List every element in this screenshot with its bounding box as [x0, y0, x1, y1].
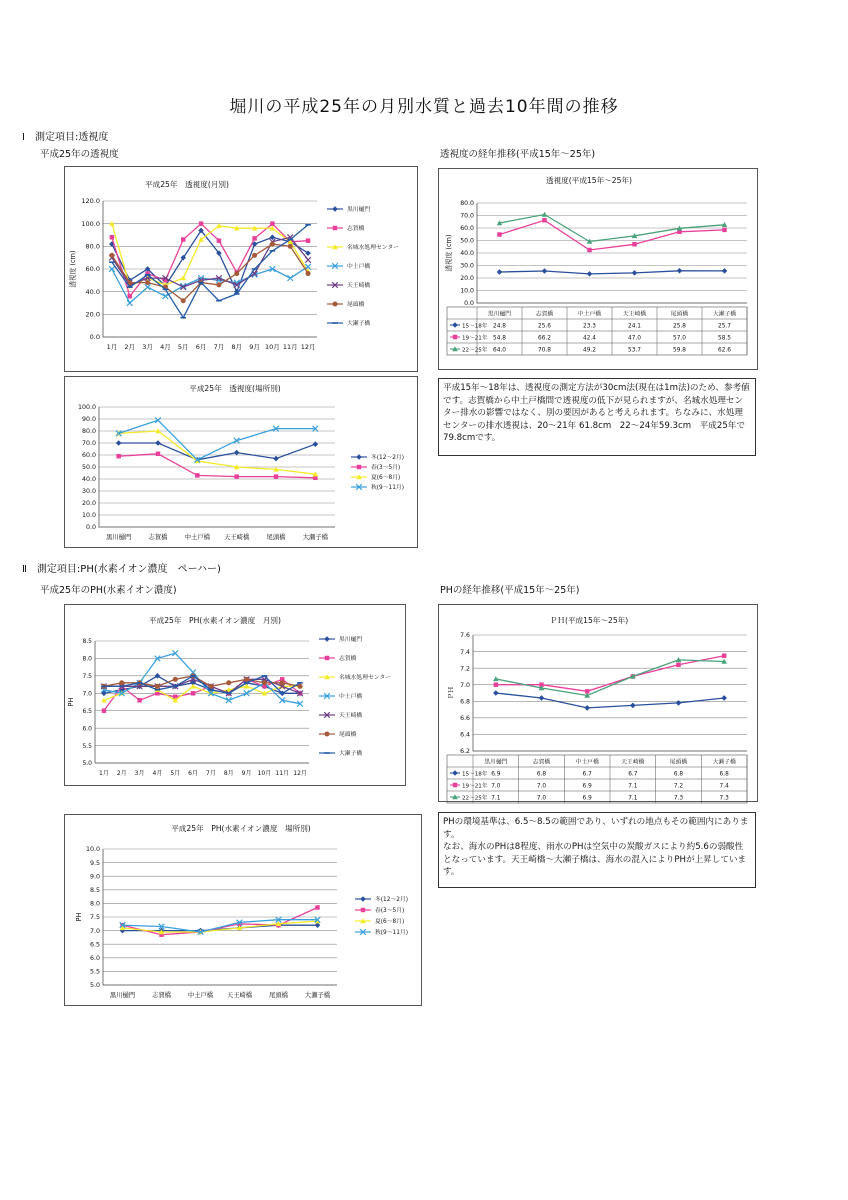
- t_month-legend-label: 大瀬子橋: [347, 321, 371, 328]
- p_year-point: [539, 695, 545, 701]
- p_year-ytick-label: 7.4: [460, 648, 470, 656]
- t_year-ytick-label: 50.0: [460, 237, 474, 245]
- t_month-point: [305, 257, 311, 263]
- p_month-legend-marker: [325, 656, 329, 660]
- t_year-table-value: 70.8: [538, 347, 551, 354]
- p_month-ytick-label: 7.5: [82, 673, 92, 681]
- p_place-xtick-label: 中土戸橋: [187, 992, 214, 999]
- p_month-legend-label: 黒川樋門: [339, 637, 363, 644]
- p_month-xtick-label: 5月: [170, 770, 181, 777]
- p_year-xtick-label: 尾頭橋: [669, 759, 688, 766]
- t_place-ytick-label: 50.0: [81, 464, 96, 472]
- p_year-table-value: 7.1: [628, 783, 638, 790]
- p_place-ytick-label: 5.0: [89, 982, 100, 990]
- t_year-point: [542, 218, 546, 222]
- p_year-table-value: 7.2: [673, 783, 684, 790]
- t_place-legend-label: 春(3～5月): [371, 465, 401, 472]
- t_month-ytick-label: 20.0: [85, 310, 100, 319]
- p_month-series-line-2: [104, 683, 300, 701]
- p_month-ylabel: PH: [67, 697, 75, 707]
- t_year-table-value: 47.0: [628, 335, 641, 342]
- p_place-ytick-label: 10.0: [85, 846, 100, 854]
- t_year-table-value: 64.0: [493, 347, 506, 354]
- p_month-point: [155, 684, 160, 689]
- t_place-legend-label: 冬(12～2月): [371, 455, 404, 462]
- p_place-svg: [65, 815, 421, 1005]
- t_year-legend-label: 22～25年: [462, 347, 488, 354]
- t_place-point: [273, 456, 279, 462]
- p_place-ytick-label: 8.0: [89, 900, 100, 908]
- p_month-xtick-label: 1月: [99, 770, 109, 777]
- p_place-xtick-label: 志賀橋: [152, 992, 171, 999]
- t_place-ytick-label: 10.0: [81, 512, 96, 520]
- t_month-xtick-label: 7月: [213, 343, 225, 351]
- t_month-legend-label: 尾頭橋: [347, 302, 365, 309]
- t_year-point: [632, 242, 636, 246]
- t_month-ytick-label: 60.0: [85, 265, 100, 274]
- p_place-ytick-label: 9.0: [89, 873, 100, 881]
- t_month-series-line-1: [112, 224, 308, 297]
- p_year-xtick-label: 天王崎橋: [621, 759, 645, 766]
- t_place-series-line-0: [119, 443, 316, 460]
- t_month-legend-label: 黒川樋門: [347, 207, 371, 214]
- t_month-point: [288, 244, 293, 249]
- p_month-ytick-label: 8.0: [82, 655, 92, 663]
- t_month-ytick-label: 80.0: [85, 242, 100, 251]
- t_month-point: [181, 298, 186, 303]
- t_place-legend-label: 夏(6～8月): [371, 475, 401, 482]
- t_year-table-value: 49.2: [583, 347, 596, 354]
- t_month-series-line-3: [112, 267, 308, 303]
- t_month-xtick-label: 1月: [106, 343, 118, 351]
- t_year-xtick-label: 黒川樋門: [487, 311, 512, 318]
- p_place-xtick-label: 黒川樋門: [109, 992, 136, 999]
- t_month-xtick-label: 5月: [177, 343, 189, 351]
- chart-ph-trend: [438, 604, 758, 802]
- p_year-point: [721, 695, 727, 701]
- t_month-xtick-label: 2月: [124, 343, 136, 351]
- p_place-ytick-label: 8.5: [89, 887, 100, 894]
- p_month-point: [102, 708, 106, 712]
- p_year-table-value: 6.7: [582, 771, 592, 778]
- p_month-legend-label: 尾頭橋: [339, 732, 357, 739]
- p_place-xtick-label: 尾頭橋: [269, 992, 288, 999]
- t_month-svg: [65, 167, 417, 371]
- t_month-point: [145, 280, 150, 285]
- t_month-xtick-label: 9月: [249, 343, 260, 351]
- t_year-xtick-label: 志賀橋: [535, 311, 554, 318]
- t_month-point: [270, 221, 274, 225]
- t_month-ytick-label: 120.0: [81, 197, 100, 206]
- t_month-legend-marker: [332, 206, 338, 212]
- t_place-ytick-label: 60.0: [81, 452, 96, 460]
- p_year-table-value: 6.9: [582, 795, 592, 802]
- t_year-point: [632, 270, 638, 276]
- t_place-ytick-label: 30.0: [81, 488, 96, 496]
- t_month-point: [145, 284, 151, 290]
- t_place-point: [156, 452, 160, 456]
- p_year-ytick-label: 7.6: [460, 632, 470, 640]
- p_year-ytick-label: 6.2: [460, 748, 470, 756]
- p_year-legend-label: 22～25年: [462, 795, 488, 802]
- p_month-title: 平成25年 PH(水素イオン濃度 月別): [149, 616, 281, 625]
- sub-heading-transparency-2013: 平成25年の透視度: [40, 149, 119, 160]
- p_place-xtick-label: 大瀬子橋: [304, 992, 331, 999]
- t_year-table-value: 59.8: [673, 347, 686, 354]
- t_month-point: [181, 237, 185, 241]
- p_year-point: [676, 700, 682, 706]
- t_year-xtick-label: 天王崎橋: [622, 311, 647, 318]
- t_year-ytick-label: 0.0: [464, 300, 474, 308]
- p_year-series-line-2: [496, 660, 724, 696]
- p_month-svg: [65, 605, 405, 785]
- p_month-point: [262, 680, 267, 685]
- p_year-ytick-label: 6.6: [460, 715, 470, 723]
- p_month-xtick-label: 8月: [223, 770, 234, 777]
- t_place-point: [116, 440, 122, 446]
- t_year-legend-label: 19～21年: [462, 335, 488, 342]
- p_month-legend-label: 名城水処理センター: [339, 675, 391, 682]
- t_month-xtick-label: 4月: [160, 343, 171, 351]
- p_year-ytick-label: 6.4: [460, 731, 470, 739]
- p_year-xtick-label: 志賀橋: [532, 759, 551, 766]
- t_place-point: [313, 441, 319, 447]
- chart-ph-monthly: [64, 604, 406, 786]
- p_place-legend-label: 夏(6～8月): [375, 919, 405, 926]
- p_year-point: [493, 690, 499, 696]
- p_month-xtick-label: 6月: [188, 770, 198, 777]
- p_month-point: [190, 684, 196, 689]
- p_year-ytick-label: 7.2: [460, 665, 470, 673]
- t_place-legend-marker: [356, 454, 362, 460]
- t_month-point: [270, 242, 275, 247]
- t_month-ytick-label: 100.0: [81, 219, 100, 228]
- t_month-xtick-label: 8月: [231, 343, 243, 351]
- t_year-xtick-label: 尾頭橋: [670, 311, 689, 318]
- t_place-ytick-label: 20.0: [81, 500, 96, 508]
- t_year-ylabel: 透視度 (cm): [445, 234, 453, 272]
- p_year-point: [676, 663, 680, 667]
- p_place-legend-marker: [360, 896, 366, 902]
- p_year-table-value: 7.3: [719, 795, 729, 802]
- p_year-table-value: 7.0: [491, 783, 501, 790]
- p_month-xtick-label: 2月: [116, 770, 127, 777]
- p_year-table-value: 7.3: [673, 795, 684, 802]
- p_month-point: [173, 677, 178, 682]
- chart-transparency-by-place: [64, 376, 418, 548]
- t_place-ytick-label: 70.0: [81, 440, 96, 448]
- p_month-xtick-label: 10月: [257, 770, 272, 777]
- t_month-point: [216, 282, 221, 287]
- t_month-xtick-label: 11月: [282, 343, 298, 351]
- t_year-table-value: 25.8: [673, 323, 686, 330]
- p_place-ytick-label: 9.5: [89, 859, 100, 867]
- p_place-xtick-label: 天王崎橋: [226, 992, 253, 999]
- t_place-point: [274, 474, 278, 478]
- p_month-xtick-label: 3月: [134, 770, 145, 777]
- t_month-point: [163, 293, 169, 299]
- t_year-table-value: 42.4: [583, 335, 596, 342]
- chart-transparency-monthly: [64, 166, 418, 372]
- note-ph: [438, 812, 756, 888]
- t_year-ytick-label: 10.0: [460, 287, 474, 295]
- t_place-ytick-label: 40.0: [81, 476, 96, 484]
- p_year-point: [584, 705, 590, 711]
- note-transparency: 平成15年～18年は、透視度の測定方法が30cm法(現在は1m法)のため、参考値です。志賀橋から中土戸橋間で透視度の低下が見られますが、名城水処理センター排水の影響ではなく、別の要因があると考えられます。ちなみに、水処理センターの排水透視は、20～21年 61.8cm 22～24年59.3cm 平成25年で79.8cmです。: [438, 378, 756, 456]
- p_month-ytick-label: 6.0: [82, 725, 92, 733]
- t_year-table-value: 54.8: [493, 335, 506, 342]
- t_month-legend-label: 名城水処理センター: [347, 245, 399, 252]
- p_year-title: ＰＨ(平成15年～25年): [549, 616, 629, 625]
- p_year-point: [630, 703, 636, 709]
- t_place-series-line-2: [119, 431, 316, 474]
- t_year-table-value: 62.6: [718, 347, 731, 354]
- t_year-point: [722, 228, 726, 232]
- p_year-table-value: 7.0: [536, 795, 547, 802]
- t_month-legend-marker: [333, 226, 337, 230]
- t_year-table-value: 53.7: [628, 347, 641, 354]
- t_month-point: [234, 271, 239, 276]
- t_place-point: [155, 440, 161, 446]
- t_month-ytick-label: 0.0: [89, 333, 100, 342]
- t_month-point: [217, 238, 221, 242]
- p_month-ytick-label: 5.0: [82, 760, 92, 768]
- p_month-point: [119, 680, 124, 685]
- t_year-point: [587, 271, 593, 277]
- t_year-point: [587, 248, 591, 252]
- p_month-ytick-label: 8.5: [82, 638, 92, 646]
- p_year-table-value: 6.7: [628, 771, 638, 778]
- t_place-title: 平成25年 透視度(場所別): [189, 384, 281, 393]
- t_place-series-line-1: [119, 454, 316, 478]
- sub-heading-ph-trend: PHの経年推移(平成15年～25年): [440, 585, 580, 596]
- t_place-point: [116, 454, 120, 458]
- p_year-axes: [473, 635, 747, 751]
- p_month-axes: [95, 641, 309, 763]
- p_year-legend-marker: [453, 783, 457, 787]
- page-title: 堀川の平成25年の月別水質と過去10年間の推移: [229, 97, 619, 117]
- t_month-point: [180, 275, 186, 280]
- p_year-legend-label: 15～18年: [462, 771, 488, 778]
- note-ph-line1: PHの環境基準は、6.5～8.5の範囲であり、いずれの地点もその範囲内にあります。: [443, 817, 749, 840]
- t_year-ytick-label: 40.0: [460, 250, 474, 258]
- t_year-point: [497, 269, 503, 275]
- t_year-table-value: 58.5: [718, 335, 731, 342]
- p_year-table-value: 7.1: [628, 795, 638, 802]
- t_year-series-line-1: [500, 220, 725, 250]
- p_month-xtick-label: 9月: [241, 770, 252, 777]
- t_month-point: [287, 275, 293, 281]
- t_year-table-value: 24.8: [493, 323, 506, 330]
- t_year-ytick-label: 30.0: [460, 262, 474, 270]
- p_place-ytick-label: 6.5: [89, 941, 100, 949]
- t_place-xtick-label: 志賀橋: [148, 534, 168, 541]
- t_year-point: [542, 268, 548, 274]
- t_month-point: [306, 238, 310, 242]
- p_month-xtick-label: 11月: [275, 770, 290, 777]
- t_year-ytick-label: 20.0: [460, 275, 474, 283]
- t_year-table-value: 23.3: [583, 323, 596, 330]
- t_month-legend-marker: [332, 301, 337, 306]
- sub-heading-ph-2013: 平成25年のPH(水素イオン濃度): [40, 585, 177, 596]
- p_year-table-value: 7.1: [491, 795, 501, 802]
- p_month-point: [280, 680, 285, 685]
- p_year-legend-marker: [452, 770, 458, 776]
- t_month-title: 平成25年 透視度(月別): [145, 180, 229, 189]
- p_year-legend-label: 19～21年: [462, 783, 488, 790]
- t_month-xtick-label: 10月: [265, 343, 280, 351]
- p_year-table-value: 6.9: [582, 783, 592, 790]
- t_year-series-line-0: [500, 271, 725, 274]
- t_month-point: [252, 236, 256, 240]
- chart-ph-by-place: [64, 814, 422, 1006]
- p_month-ytick-label: 5.5: [82, 742, 92, 750]
- p_place-ylabel: PH: [75, 912, 83, 922]
- t_month-legend-label: 天王崎橋: [347, 283, 371, 290]
- section-1-heading: Ⅰ 測定項目:透視度: [22, 132, 109, 143]
- p_month-point: [155, 673, 161, 679]
- p_year-table-value: 7.0: [536, 783, 547, 790]
- t_place-xtick-label: 天王崎橋: [224, 534, 250, 541]
- t_place-xtick-label: 黒川樋門: [106, 534, 132, 541]
- t_year-table-value: 25.6: [538, 323, 551, 330]
- t_month-point: [109, 253, 114, 258]
- t_month-point: [199, 221, 203, 225]
- p_place-legend-label: 春(3～5月): [375, 908, 405, 915]
- t_year-table-value: 57.0: [673, 335, 686, 342]
- p_month-point: [244, 677, 249, 682]
- p_year-point: [494, 682, 498, 686]
- t_place-legend-marker: [357, 465, 361, 469]
- p_month-ytick-label: 6.5: [82, 707, 92, 715]
- sub-heading-transparency-trend: 透視度の経年推移(平成15年～25年): [440, 149, 596, 160]
- t_month-point: [128, 294, 132, 298]
- p_year-table-value: 6.8: [536, 771, 547, 778]
- t_place-point: [234, 474, 238, 478]
- p_place-legend-label: 冬(12～2月): [375, 897, 408, 904]
- t_month-ytick-label: 40.0: [85, 287, 100, 296]
- chart-transparency-trend: [438, 168, 758, 370]
- t_month-point: [252, 253, 257, 258]
- p_place-point: [315, 905, 319, 909]
- t_year-legend-marker: [452, 322, 458, 328]
- p_place-ytick-label: 7.5: [89, 914, 100, 922]
- t_month-legend-label: 志賀橋: [347, 226, 365, 233]
- section-2-heading: Ⅱ 測定項目:PH(水素イオン濃度 ペーハー): [22, 564, 221, 575]
- p_year-point: [722, 653, 726, 657]
- p_place-ytick-label: 6.0: [89, 955, 100, 962]
- p_place-ytick-label: 7.0: [89, 927, 100, 935]
- t_month-legend-label: 中土戸橋: [347, 264, 371, 271]
- t_place-ytick-label: 100.0: [77, 404, 96, 412]
- p_month-xtick-label: 4月: [152, 770, 163, 777]
- p_year-ylabel: ＰＨ: [447, 686, 455, 700]
- p_year-table-value: 7.4: [719, 783, 729, 790]
- p_month-legend-label: 天王崎橋: [339, 713, 363, 720]
- p_month-legend-marker: [324, 636, 330, 642]
- p_year-xtick-label: 大瀬子橋: [712, 759, 736, 766]
- t_month-xtick-label: 12月: [300, 343, 316, 351]
- t_year-xtick-label: 大瀬子橋: [712, 311, 737, 318]
- p_year-ytick-label: 7.0: [460, 681, 470, 689]
- p_year-table-value: 6.8: [719, 771, 729, 778]
- p_month-point: [226, 697, 232, 703]
- t_month-ylabel: 透視度 (cm): [69, 250, 77, 288]
- t_place-ytick-label: 0.0: [85, 524, 96, 532]
- p_month-legend-marker: [324, 731, 329, 736]
- t_year-svg: [439, 169, 757, 369]
- note-ph-line2: なお、海水のPHは8程度、雨水のPHは空気中の炭酸ガスにより約5.6の弱酸性となっています。天王崎橋～大瀬子橋は、海水の混入によりPHが上昇しています。: [443, 842, 747, 877]
- p_month-xtick-label: 12月: [293, 770, 307, 777]
- t_month-series-line-2: [112, 224, 308, 286]
- p_month-point: [137, 698, 141, 702]
- p_year-xtick-label: 中土戸橋: [575, 759, 599, 766]
- t_month-xtick-label: 3月: [142, 343, 153, 351]
- p_year-svg: [439, 605, 757, 801]
- p_month-legend-label: 大瀬子橋: [339, 751, 363, 758]
- t_year-legend-marker: [453, 335, 457, 339]
- t_year-point: [677, 268, 683, 274]
- t_year-ytick-label: 70.0: [460, 212, 474, 220]
- t_place-xtick-label: 大瀬子橋: [302, 534, 328, 541]
- p_year-table-value: 6.8: [673, 771, 684, 778]
- t_year-title: 透視度(平成15年～25年): [546, 176, 632, 185]
- t_year-xtick-label: 中土戸橋: [577, 311, 602, 318]
- t_year-table-value: 25.7: [718, 323, 731, 330]
- t_place-legend-label: 秋(9～11月): [371, 485, 404, 492]
- t_month-point: [127, 300, 133, 306]
- t_year-ytick-label: 60.0: [460, 225, 474, 233]
- p_year-ytick-label: 6.8: [460, 698, 470, 706]
- t_place-ytick-label: 80.0: [81, 428, 96, 436]
- t_place-svg: [65, 377, 417, 547]
- p_month-ytick-label: 7.0: [82, 690, 92, 698]
- t_place-ytick-label: 90.0: [81, 416, 96, 424]
- t_year-table-value: 66.2: [538, 335, 551, 342]
- t_place-point: [234, 450, 240, 456]
- p_place-ytick-label: 5.5: [89, 968, 100, 976]
- t_month-xtick-label: 6月: [195, 343, 207, 351]
- t_year-legend-label: 15～18年: [462, 323, 488, 330]
- t_year-point: [497, 232, 501, 236]
- p_month-legend-label: 志賀橋: [339, 656, 357, 663]
- t_place-xtick-label: 中土戸橋: [184, 534, 210, 541]
- t_month-point: [306, 271, 311, 276]
- t_year-ytick-label: 80.0: [460, 200, 474, 208]
- t_place-xtick-label: 尾頭橋: [266, 534, 286, 541]
- t_year-point: [722, 268, 728, 274]
- t_place-point: [195, 473, 199, 477]
- p_year-xtick-label: 黒川樋門: [484, 759, 508, 766]
- p_place-legend-marker: [361, 908, 365, 912]
- p_month-legend-label: 中土戸橋: [339, 694, 363, 701]
- p_place-title: 平成25年 PH(水素イオン濃度 場所別): [171, 824, 311, 833]
- t_year-table-value: 24.1: [628, 323, 641, 330]
- p_month-point: [226, 680, 231, 685]
- t_month-point: [110, 235, 114, 239]
- p_year-series-line-0: [496, 693, 724, 708]
- p_year-table-value: 6.9: [491, 771, 501, 778]
- p_place-legend-label: 秋(9～11月): [375, 930, 408, 937]
- p_month-point: [191, 691, 195, 695]
- p_month-xtick-label: 7月: [206, 770, 216, 777]
